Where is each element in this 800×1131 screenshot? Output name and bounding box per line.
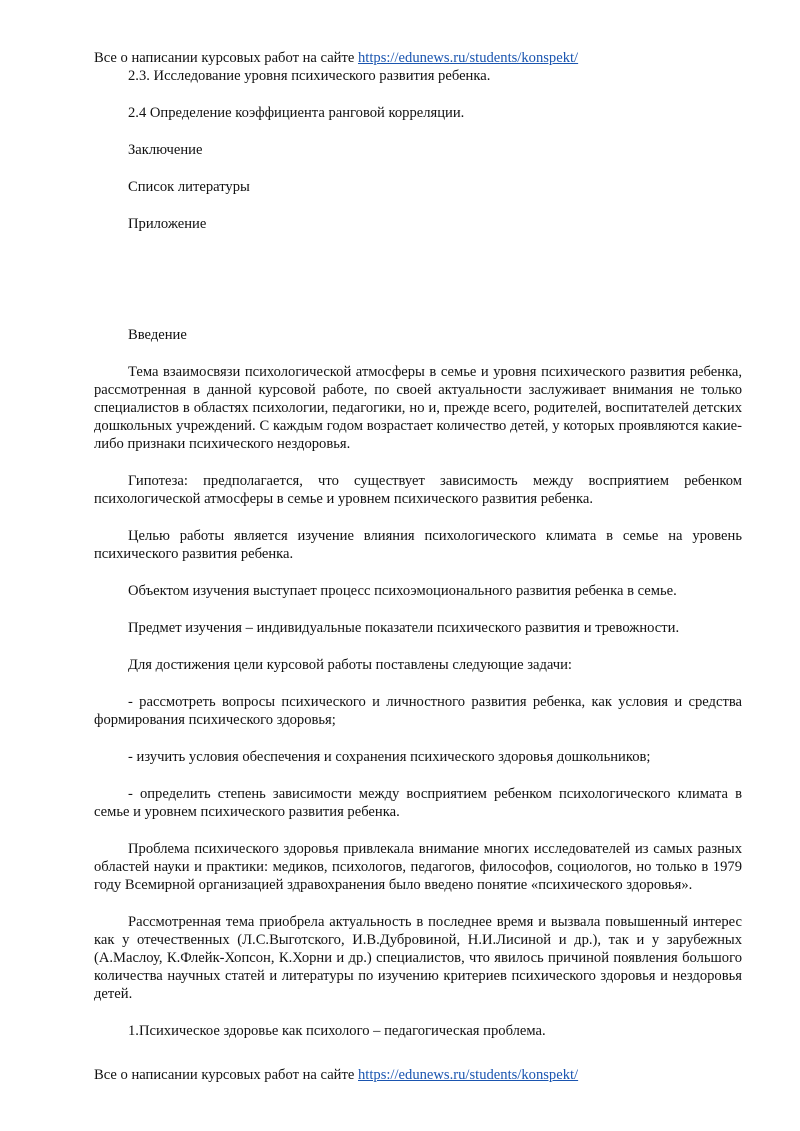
task-item: - определить степень зависимости между восприятием ребенком психологического климата в семье и уровнем психического развития ребенка. bbox=[94, 786, 742, 820]
header-banner-text: Все о написании курсовых работ на сайте bbox=[94, 50, 355, 66]
paragraph: Проблема психического здоровья привлекала внимание многих исследователей из самых разных областей науки и практики: медиков, психологов, педагогов, философов, социологов, но только в 1979 году Всемирной организацией здравохранения было введено понятие «психического здоровья». bbox=[94, 841, 742, 893]
paragraph: Для достижения цели курсовой работы поставлены следующие задачи: bbox=[128, 657, 572, 673]
intro-heading: Введение bbox=[128, 327, 187, 343]
task-item: - изучить условия обеспечения и сохранения психического здоровья дошкольников; bbox=[128, 749, 651, 765]
task-item: - рассмотреть вопросы психического и личностного развития ребенка, как условия и средства формирования психического здоровья; bbox=[94, 694, 742, 728]
header-banner-link[interactable]: https://edunews.ru/students/konspekt/ bbox=[358, 50, 579, 66]
header-banner bbox=[94, 49, 578, 67]
footer-banner-text: Все о написании курсовых работ на сайте bbox=[94, 1067, 355, 1083]
paragraph: Рассмотренная тема приобрела актуальность в последнее время и вызвала повышенный интерес как у отечественных (Л.С.Выготского, И.В.Дубровиной, Н.И.Лисиной и др.), так и у зарубежных (А.Маслоу, К.Флейк-Хопсон, К.Хорни и др.) специалистов, что явилось причиной появления большого количества научных статей и литературы по изучению критериев психического здоровья и нездоровья детей. bbox=[94, 914, 742, 1002]
footer-banner-link[interactable]: https://edunews.ru/students/konspekt/ bbox=[358, 1067, 579, 1083]
paragraph: Предмет изучения – индивидуальные показатели психического развития и тревожности. bbox=[128, 620, 680, 636]
toc-item: Приложение bbox=[128, 216, 207, 232]
paragraph: Гипотеза: предполагается, что существует зависимость между восприятием ребенком психологической атмосферы в семье и уровнем психического развития ребенка. bbox=[94, 473, 742, 507]
paragraph: Объектом изучения выступает процесс психоэмоционального развития ребенка в семье. bbox=[128, 583, 677, 599]
toc-item: 2.3. Исследование уровня психического развития ребенка. bbox=[128, 68, 491, 84]
paragraph: Тема взаимосвязи психологической атмосферы в семье и уровня психического развития ребенка, рассмотренная в данной курсовой работе, по своей актуальности заслуживает внимания не только специалистов в областях психологии, педагогики, но и, прежде всего, родителей, воспитателей детских дошкольных учреждений. С каждым годом возрастает количество детей, у которых проявляются какие-либо признаки психического нездоровья. bbox=[94, 364, 742, 452]
document-body bbox=[94, 67, 742, 1040]
section-heading: 1.Психическое здоровье как психолого – педагогическая проблема. bbox=[128, 1023, 546, 1039]
paragraph: Целью работы является изучение влияния психологического климата в семье на уровень психического развития ребенка. bbox=[94, 528, 742, 562]
toc-item: Заключение bbox=[128, 142, 203, 158]
footer-banner bbox=[94, 1066, 578, 1084]
toc-item: Список литературы bbox=[128, 179, 250, 195]
toc-item: 2.4 Определение коэффициента ранговой корреляции. bbox=[128, 105, 465, 121]
